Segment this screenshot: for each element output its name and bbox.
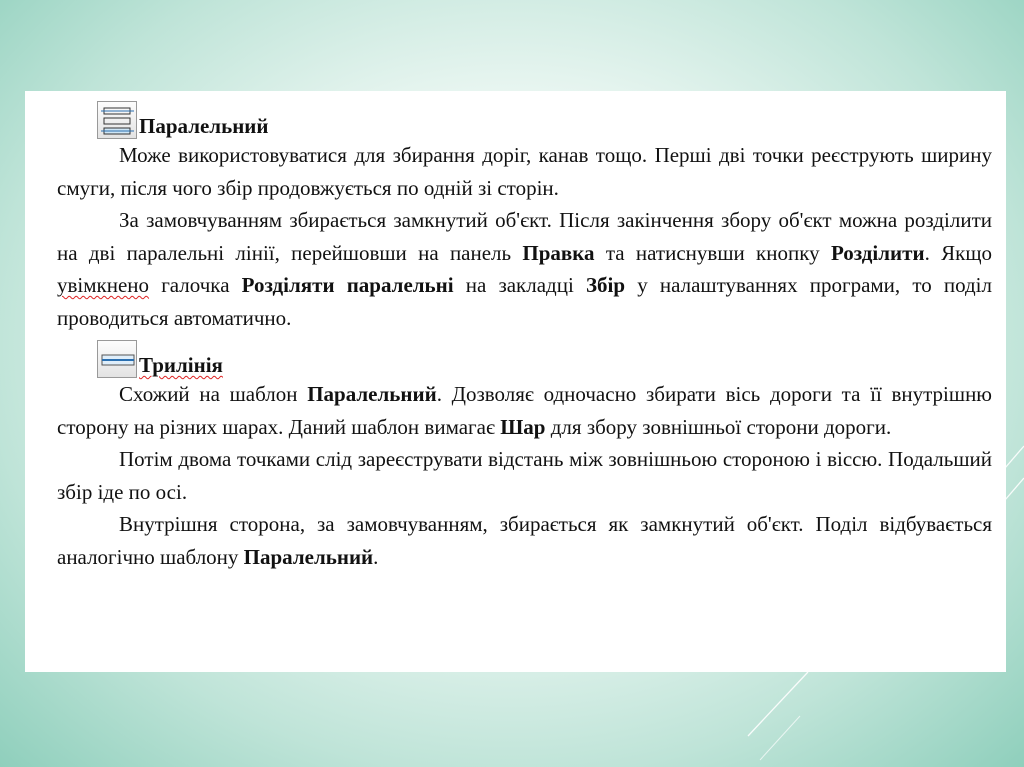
- spellcheck-underlined-word: увімкнено: [57, 273, 150, 298]
- paragraph: Може використовуватися для збирання доріг, канав тощо. Перші дві точки реєструють ширину смуги, після чого збір продовжується по одній зі сторін.: [57, 143, 992, 200]
- parallel-template-icon: [97, 101, 137, 139]
- section-title: Паралельний: [139, 113, 269, 138]
- paragraph: Потім двома точками слід зареєструвати відстань між зовнішньою стороною і віссю. Подальший збір іде по осі.: [57, 447, 992, 504]
- section-heading-triline: [97, 340, 992, 378]
- paragraph: Схожий на шаблон Паралельний. Дозволяє одночасно збирати вісь дороги та її внутрішню сторону на різних шарах. Даний шаблон вимагає Шар для збору зовнішньої сторони дороги.: [57, 382, 992, 439]
- section-heading-parallel: [97, 101, 992, 139]
- document-page: [25, 91, 1006, 672]
- paragraph: Внутрішня сторона, за замовчуванням, збирається як замкнутий об'єкт. Поділ відбувається аналогічно шаблону Паралельний.: [57, 512, 992, 570]
- paragraph: За замовчуванням збирається замкнутий об'єкт. Після закінчення збору об'єкт можна розділити на дві паралельні лінії, перейшовши на панель Правка та натиснувши кнопку Розділити. Якщо увімкнено галочка Розділяти паралельні на закладці Збір у налаштуваннях програми, то поділ проводиться автоматично.: [57, 208, 992, 330]
- section-title: Трилінія: [139, 353, 223, 378]
- triline-template-icon: [97, 340, 137, 378]
